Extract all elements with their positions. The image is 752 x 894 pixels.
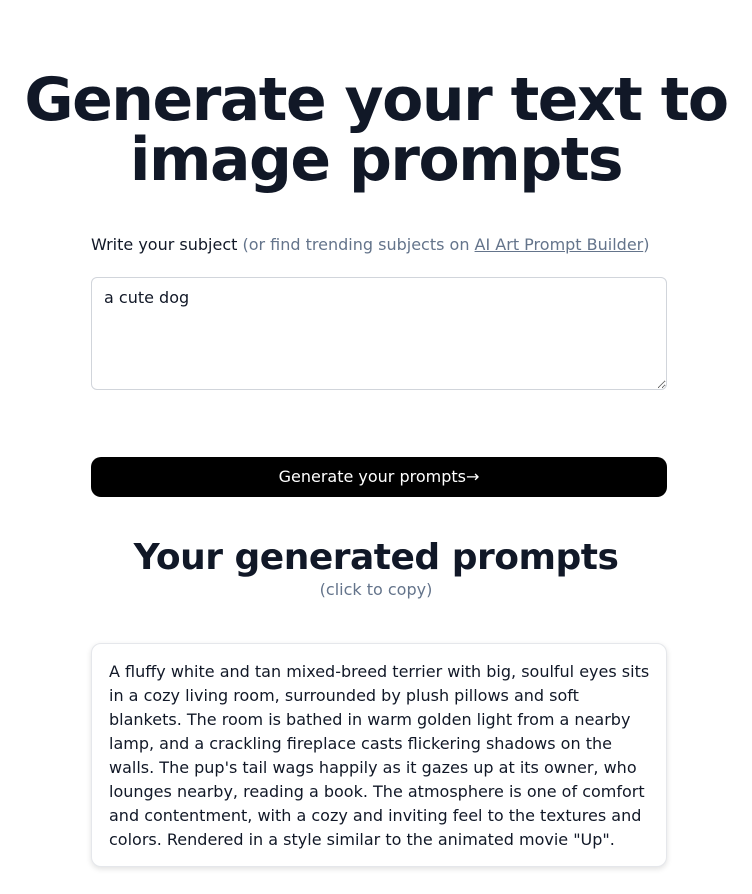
subject-hint-suffix: ) <box>643 235 650 254</box>
copy-hint: (click to copy) <box>319 580 433 599</box>
subject-label-text: Write your subject <box>91 235 238 254</box>
generate-prompts-button[interactable]: Generate your prompts→ <box>91 457 667 497</box>
ai-art-prompt-builder-link[interactable]: AI Art Prompt Builder <box>474 235 644 254</box>
subject-input[interactable] <box>91 277 667 390</box>
subject-label <box>91 235 667 255</box>
subject-hint <box>242 235 649 254</box>
results-title: Your generated prompts <box>133 537 619 578</box>
page-title: Generate your text to image prompts <box>24 65 728 195</box>
prompt-text: A fluffy white and tan mixed-breed terrier with big, soulful eyes sits in a cozy living room, surrounded by plush pillows and soft blankets. The room is bathed in warm golden light from a nearby lamp, and a crackling fireplace casts flickering shadows on the walls. The pup's tail wags happily as it gazes up at its owner, who lounges nearby, reading a book. The atmosphere is one of comfort and contentment, with a cozy and inviting feel to the textures and colors. Rendered in a style similar to the animated movie "Up". <box>109 662 650 849</box>
prompt-card[interactable] <box>91 643 667 867</box>
subject-hint-prefix: (or find trending subjects on <box>242 235 470 254</box>
